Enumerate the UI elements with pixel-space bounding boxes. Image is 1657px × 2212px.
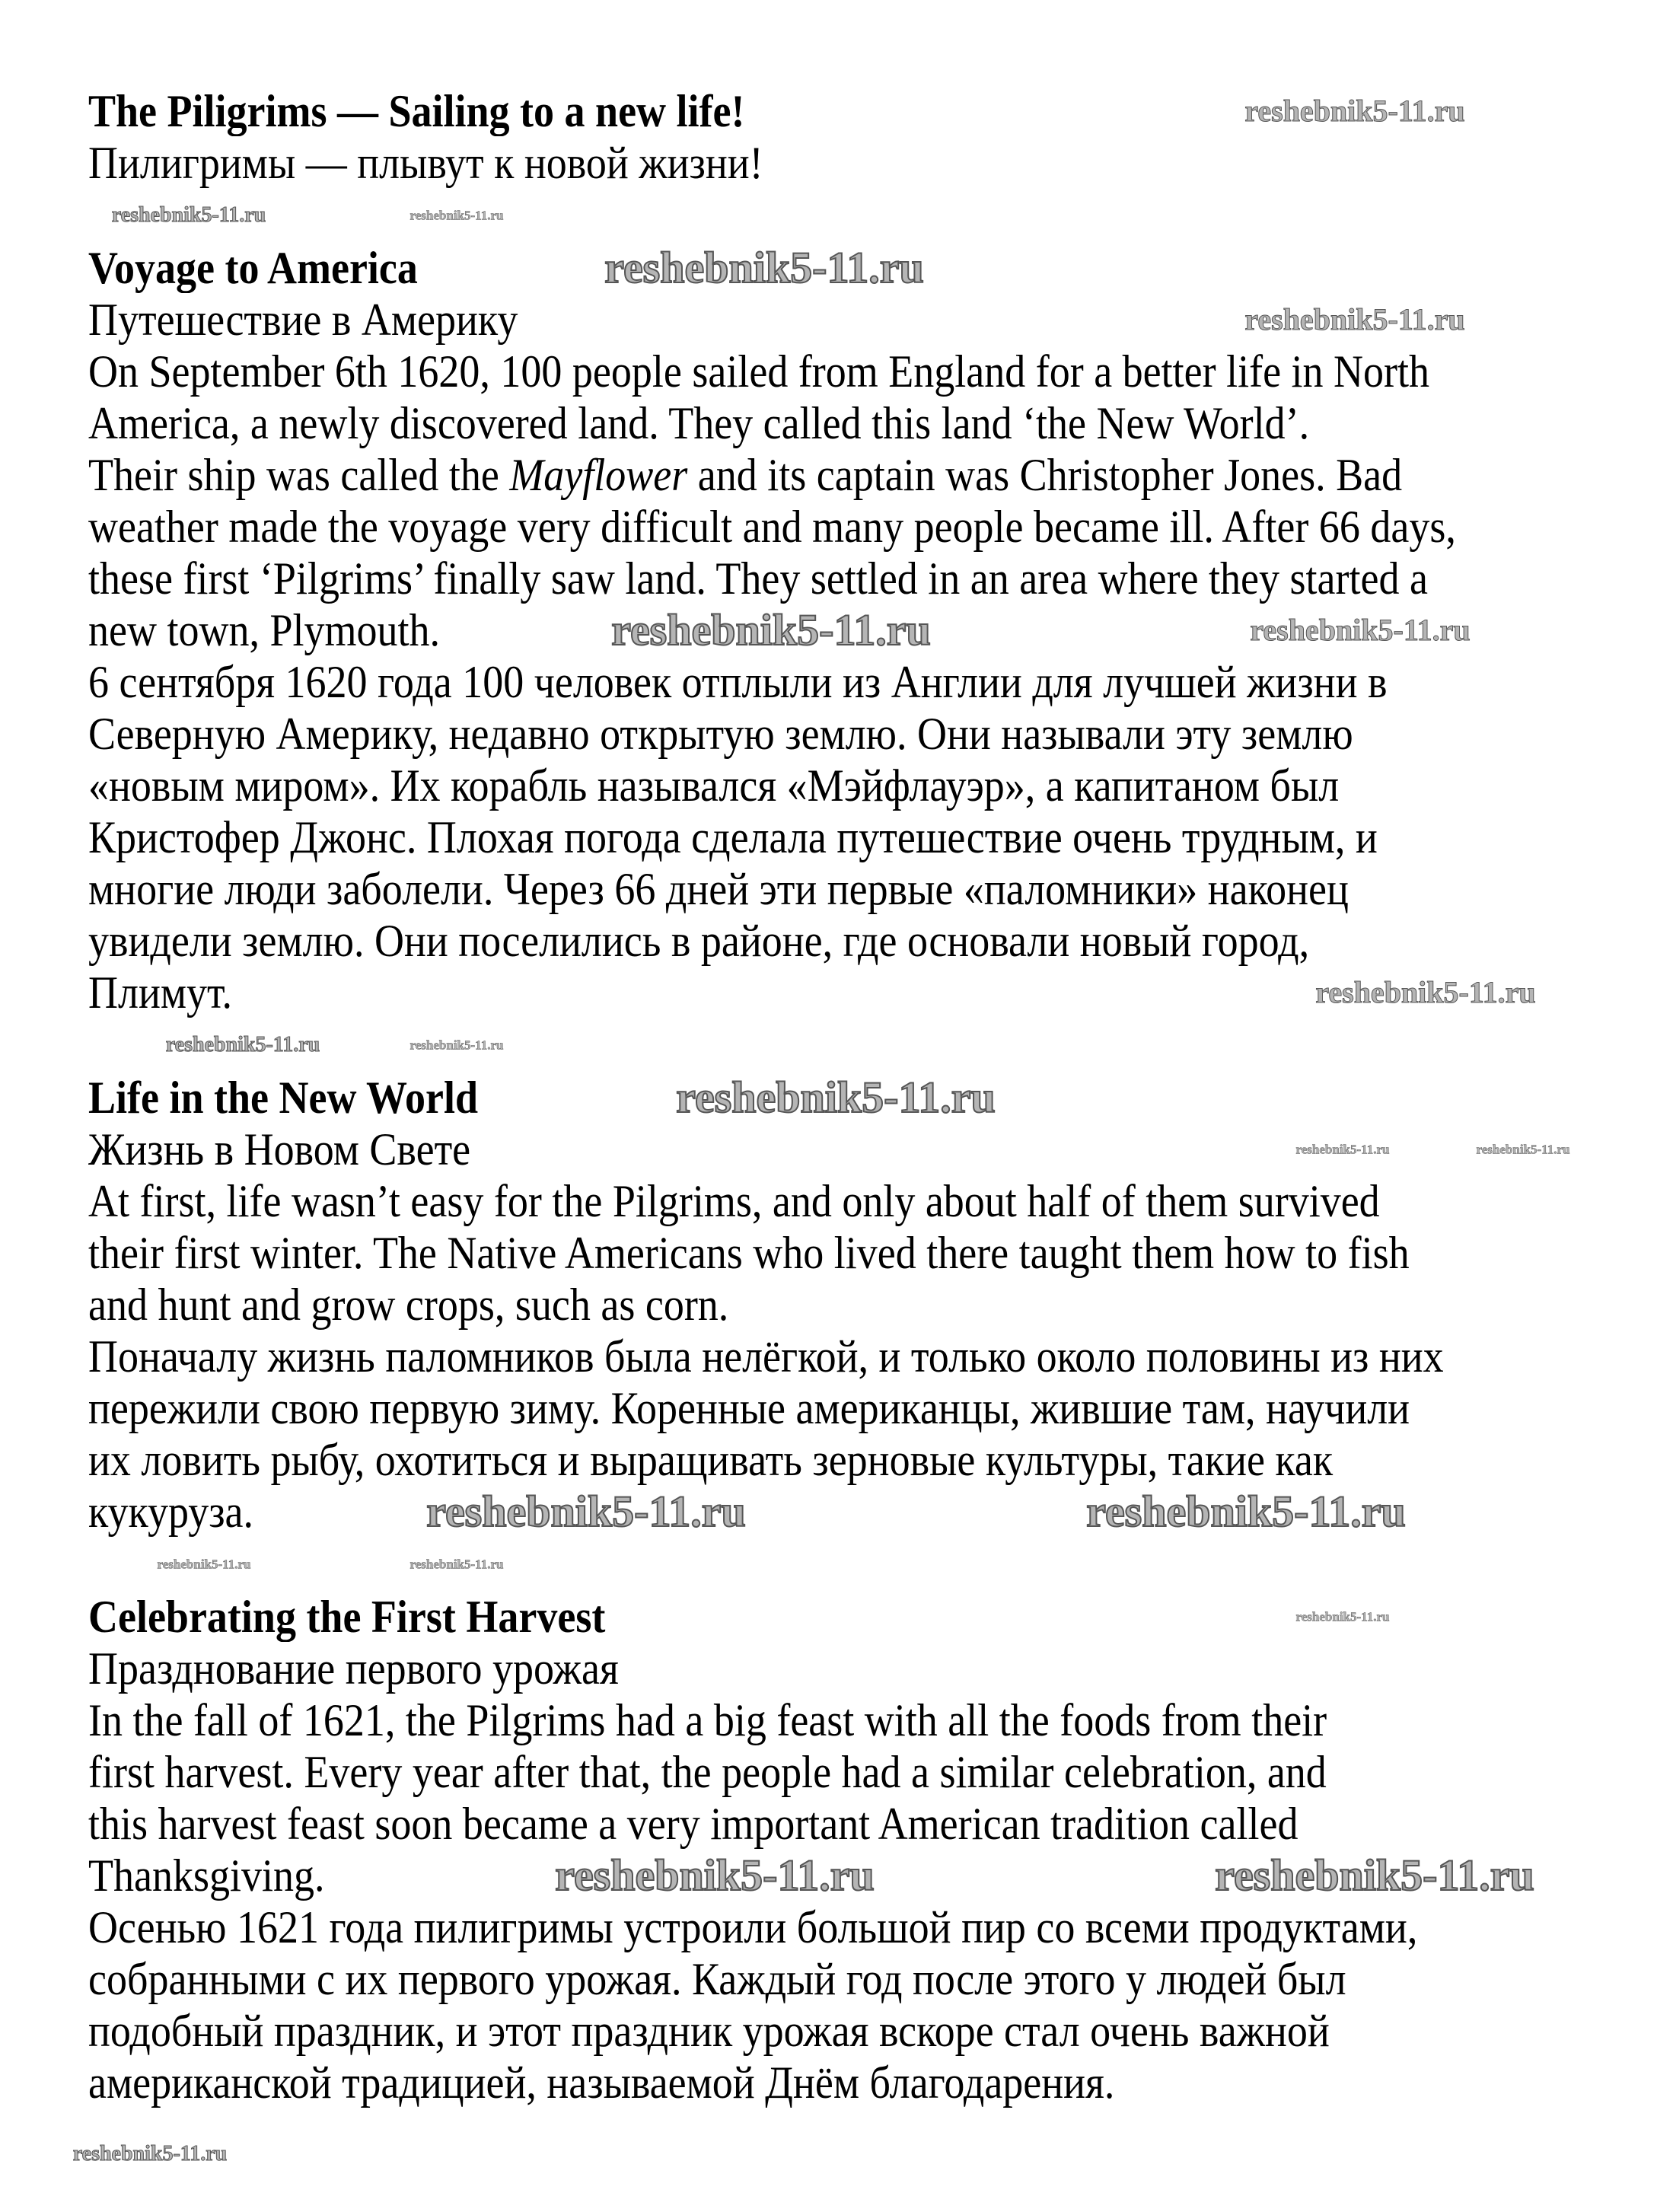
section bbox=[88, 1591, 1611, 2108]
watermark: reshebnik5-11.ru bbox=[1215, 1850, 1534, 1900]
watermark: reshebnik5-11.ru bbox=[111, 203, 266, 227]
russian-text-line: Кристофер Джонс. Плохая погода сделала путешествие очень трудным, и bbox=[88, 812, 1378, 862]
russian-text-line: кукуруза. bbox=[88, 1487, 254, 1537]
russian-text-line: подобный праздник, и этот праздник урожая вскоре стал очень важной bbox=[88, 2006, 1330, 2056]
russian-text-line: увидели землю. Они поселились в районе, где основали новый город, bbox=[88, 916, 1310, 966]
watermark: reshebnik5-11.ru bbox=[1250, 613, 1471, 647]
english-text-line: weather made the voyage very difficult and many people became ill. After 66 days, bbox=[88, 502, 1456, 552]
russian-text-line: 6 сентября 1620 года 100 человек отплыли из Англии для лучшей жизни в bbox=[88, 657, 1388, 707]
english-text-line bbox=[88, 449, 1402, 501]
watermark: reshebnik5-11.ru bbox=[1086, 1487, 1406, 1536]
watermark: reshebnik5-11.ru bbox=[555, 1850, 875, 1900]
watermark: reshebnik5-11.ru bbox=[1476, 1142, 1570, 1157]
english-text-line: and hunt and grow crops, such as corn. bbox=[88, 1280, 729, 1330]
watermark: reshebnik5-11.ru bbox=[1295, 1142, 1390, 1157]
english-text-line: these first ‘Pilgrims’ finally saw land. They settled in an area where they started a bbox=[88, 553, 1428, 604]
english-text-line: first harvest. Every year after that, the people had a similar celebration, and bbox=[88, 1747, 1327, 1797]
russian-text-line: Осенью 1621 года пилигримы устроили большой пир со всеми продуктами, bbox=[88, 1902, 1418, 1952]
section-heading: Voyage to America bbox=[88, 243, 418, 293]
russian-text-line: «новым миром». Их корабль назывался «Мэйфлауэр», а капитаном был bbox=[88, 760, 1340, 811]
english-text-line: In the fall of 1621, the Pilgrims had a big feast with all the foods from their bbox=[88, 1695, 1327, 1745]
watermark: reshebnik5-11.ru bbox=[1244, 302, 1465, 336]
ship-name: Mayflower bbox=[509, 450, 688, 500]
watermark: reshebnik5-11.ru bbox=[165, 1033, 320, 1057]
russian-text-line: Поначалу жизнь паломников была нелёгкой, и только около половины из них bbox=[88, 1331, 1444, 1382]
watermark: reshebnik5-11.ru bbox=[409, 208, 504, 223]
russian-text-line: пережили свою первую зиму. Коренные американцы, жившие там, научили bbox=[88, 1383, 1410, 1433]
watermark: reshebnik5-11.ru bbox=[611, 605, 931, 655]
russian-text-line: Северную Америку, недавно открытую землю. Они называли эту землю bbox=[88, 709, 1353, 759]
sections bbox=[88, 242, 1611, 2108]
russian-text-line: Плимут. bbox=[88, 967, 233, 1018]
page-title-translation: Пилигримы — плывут к новой жизни! bbox=[88, 138, 763, 188]
watermark: reshebnik5-11.ru bbox=[1295, 1609, 1390, 1624]
text-fragment: Their ship was called the bbox=[88, 450, 510, 500]
russian-text-line: американской традицией, называемой Днём благодарения. bbox=[88, 2057, 1115, 2108]
text-fragment: and its captain was Christopher Jones. Bad bbox=[687, 450, 1403, 500]
watermark: reshebnik5-11.ru bbox=[604, 243, 924, 292]
english-text-line: America, a newly discovered land. They called this land ‘the New World’. bbox=[88, 398, 1310, 448]
section-heading-translation: Празднование первого урожая bbox=[88, 1643, 619, 1694]
section-heading: Life in the New World bbox=[88, 1073, 479, 1123]
page-title: The Piligrims — Sailing to a new life! bbox=[88, 86, 745, 136]
russian-text-line: собранными с их первого урожая. Каждый год после этого у людей был bbox=[88, 1954, 1346, 2004]
watermark: reshebnik5-11.ru bbox=[426, 1487, 746, 1536]
english-text-line: this harvest feast soon became a very important American tradition called bbox=[88, 1799, 1299, 1849]
english-text-line: On September 6th 1620, 100 people sailed from England for a better life in North bbox=[88, 346, 1430, 397]
english-text-line: their first winter. The Native Americans who lived there taught them how to fish bbox=[88, 1228, 1410, 1278]
section-heading-translation: Путешествие в Америку bbox=[88, 295, 518, 345]
watermark: reshebnik5-11.ru bbox=[157, 1557, 251, 1572]
section-heading: Celebrating the First Harvest bbox=[88, 1592, 606, 1642]
english-text-line: new town, Plymouth. bbox=[88, 605, 441, 655]
watermark: reshebnik5-11.ru bbox=[72, 2142, 228, 2166]
russian-text-line: их ловить рыбу, охотиться и выращивать зерновые культуры, такие как bbox=[88, 1435, 1334, 1485]
english-text-line: At first, life wasn’t easy for the Pilgrims, and only about half of them survived bbox=[88, 1176, 1380, 1226]
watermark: reshebnik5-11.ru bbox=[1315, 975, 1536, 1009]
section-heading-translation: Жизнь в Новом Свете bbox=[88, 1124, 471, 1175]
watermark: reshebnik5-11.ru bbox=[676, 1073, 996, 1122]
watermark: reshebnik5-11.ru bbox=[409, 1557, 504, 1572]
watermark: reshebnik5-11.ru bbox=[409, 1037, 504, 1053]
english-text-line: Thanksgiving. bbox=[88, 1850, 325, 1901]
russian-text-line: многие люди заболели. Через 66 дней эти первые «паломники» наконец bbox=[88, 864, 1349, 914]
watermark: reshebnik5-11.ru bbox=[1244, 94, 1465, 128]
